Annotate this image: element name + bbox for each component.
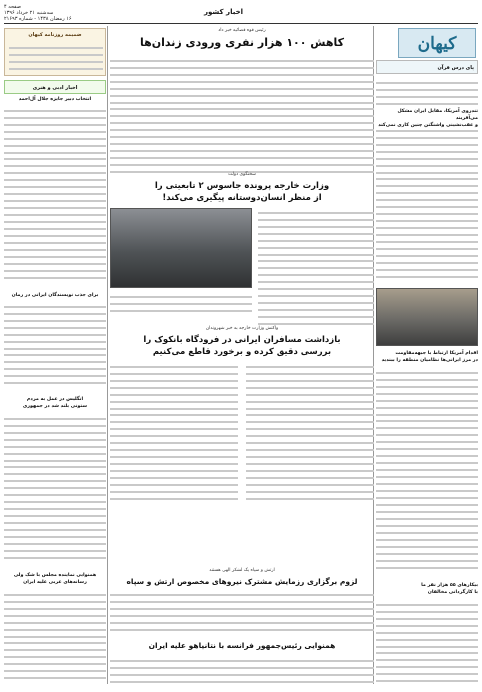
right-column bbox=[376, 26, 478, 684]
right-bottom-headline-line-1: بیکارهای ۵۵ هزار نفر ما bbox=[421, 583, 478, 588]
supplement-box bbox=[4, 28, 106, 76]
spy-story-text-right bbox=[258, 208, 374, 328]
army-kicker: ارتش و سپاه یک لشکر الهی هستند bbox=[209, 568, 275, 573]
right-bottom-headline-line-2: با کارگردانی مخالفان bbox=[427, 590, 478, 595]
right-second-story-text bbox=[376, 368, 478, 578]
page-info bbox=[4, 4, 72, 22]
spy-kicker: سخنگوی دولت bbox=[228, 172, 256, 177]
left-headline-4-line-1: همنوایی نماینده مجلس با شک ولی bbox=[13, 573, 97, 578]
supplement-box-title: ضمیمه روزنامه کیهان bbox=[28, 32, 82, 38]
right-headline-line-2: و عقب‌نشینی واشنگتن چنین کاری نمی‌کند bbox=[378, 123, 478, 128]
left-headline-4-line-2: رسانه‌های عربی علیه ایران bbox=[23, 580, 87, 585]
right-story-text bbox=[376, 126, 478, 286]
right-bottom-headline bbox=[376, 582, 478, 596]
supplement-box-text bbox=[9, 43, 103, 73]
date-line-1: سه‌شنبه ۲۱ خرداد ۱۳۹۶ bbox=[4, 10, 54, 16]
army-headline: لزوم برگزاری رزمایش مشترک نیروهای مخصوص ارتش و سپاه bbox=[126, 577, 358, 586]
left-headline-3 bbox=[4, 396, 106, 410]
conference-photo bbox=[110, 208, 252, 288]
left-column bbox=[4, 26, 106, 684]
arts-box bbox=[4, 80, 106, 94]
main-kicker: رئیس قوه قضائیه خبر داد bbox=[218, 28, 266, 33]
right-intro-text bbox=[376, 78, 478, 108]
column-divider bbox=[107, 26, 108, 684]
section-title: اخبار کشور bbox=[204, 8, 244, 16]
airport-story-text-right bbox=[246, 362, 374, 502]
airport-story-text-left bbox=[110, 362, 238, 502]
spy-headline-line-2: از منظر انسان‌دوستانه پیگیری می‌کند! bbox=[162, 193, 322, 203]
main-headline: کاهش ۱۰۰ هزار نفری ورودی زندان‌ها bbox=[139, 36, 345, 49]
spy-headline bbox=[110, 180, 374, 204]
left-story-text-4 bbox=[4, 590, 106, 684]
right-second-headline-line-1: اقدام آمریکا ارتباط با جبهه‌مقاومت bbox=[395, 351, 478, 356]
bottom-story-text bbox=[110, 656, 374, 684]
right-bottom-text bbox=[376, 600, 478, 684]
airport-kicker: واکنش وزارت خارجه به خبر شهروندان bbox=[205, 326, 279, 331]
newspaper-logo: کیهان bbox=[398, 28, 476, 58]
quran-box-title: پای درس قرآن bbox=[437, 65, 474, 71]
photo-caption bbox=[110, 292, 252, 324]
right-second-headline bbox=[376, 350, 478, 364]
left-story-text-1 bbox=[4, 106, 106, 286]
left-headline-1: انتخاب دبیر جایزه جلال آل‌احمد bbox=[18, 97, 92, 102]
spy-headline-line-1: وزارت خارجه پرونده جاسوس ۲ تابعیتی را bbox=[154, 181, 330, 191]
quran-box bbox=[376, 60, 478, 74]
main-story-text bbox=[110, 56, 374, 176]
left-story-text-2 bbox=[4, 302, 106, 392]
arts-box-title: اخبار ادبی و هنری bbox=[32, 85, 78, 91]
airport-headline-line-1: بازداشت مسافران ایرانی در فرودگاه بانکوک را bbox=[143, 335, 341, 345]
left-headline-3-line-1: انگلیس در عمل به مردم bbox=[26, 397, 84, 402]
date-line-2: ۱۶ رمضان ۱۴۳۸ - شماره ۲۱۶۹۳ bbox=[4, 16, 72, 22]
right-photo bbox=[376, 288, 478, 346]
left-headline-3-line-2: ستونی بلند شد در جمهوری bbox=[22, 404, 88, 409]
right-headline-line-1: تندروی آمریکا، مقابل ایران مشکل می‌آفریند bbox=[397, 109, 478, 121]
army-story-text bbox=[110, 590, 374, 634]
airport-headline bbox=[110, 334, 374, 358]
middle-column bbox=[110, 26, 374, 684]
airport-headline-line-2: بررسی دقیق کرده و برخورد قاطع می‌کنیم bbox=[152, 347, 332, 357]
left-headline-2: برای جذب نویسندگان ایرانی در رمان bbox=[11, 293, 99, 298]
bottom-headline: همنوایی رئیس‌جمهور فرانسه با نتانیاهو علیه ایران bbox=[148, 641, 336, 650]
page-number: صفحه ۴ bbox=[4, 4, 21, 10]
left-headline-4 bbox=[4, 572, 106, 586]
left-story-text-3 bbox=[4, 414, 106, 564]
page-header bbox=[4, 4, 478, 24]
right-second-headline-line-2: در مرز ایرانی‌ها نظامیان منطقه را ببندید bbox=[381, 358, 478, 363]
